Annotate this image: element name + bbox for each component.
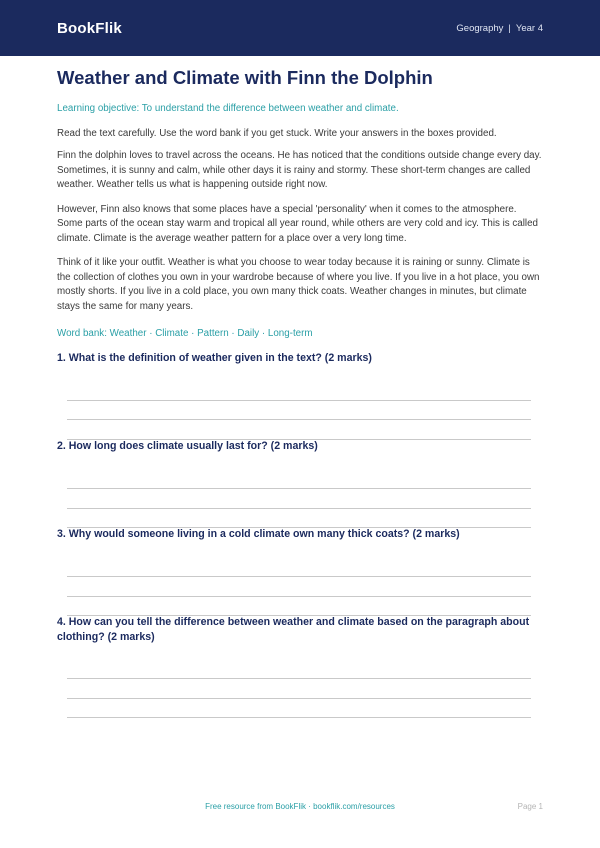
footer-resource-link[interactable]: Free resource from BookFlik · bookflik.com/resources xyxy=(205,802,395,811)
answer-line-4b[interactable] xyxy=(67,698,531,699)
answer-line-1b[interactable] xyxy=(67,419,531,420)
answer-line-3a[interactable] xyxy=(67,576,531,577)
answer-line-1a[interactable] xyxy=(67,400,531,401)
reading-paragraph-1: Finn the dolphin loves to travel across the oceans. He has noticed that the conditions outside change every day. Sometimes, it is sunny and calm, while other days it is rainy and stormy. These short-term changes are called weather. Weather tells us what is happening outside right now. xyxy=(57,150,542,190)
answer-line-3b[interactable] xyxy=(67,596,531,597)
subject-label: Geography xyxy=(456,22,504,34)
page-number: Page 1 xyxy=(517,802,543,811)
meta-separator: | xyxy=(508,22,511,34)
learning-objective: Learning objective: To understand the difference between weather and climate. xyxy=(57,103,399,114)
worksheet-title: Weather and Climate with Finn the Dolphin xyxy=(57,67,433,88)
brand-logo: BookFlik xyxy=(57,19,122,37)
subject-year-label xyxy=(456,23,543,34)
reading-paragraph-2: However, Finn also knows that some places have a special 'personality' when it comes to the atmosphere. Some parts of the ocean stay warm and tropical all year round, while others are very cold and icy. This is called climate. Climate is the average weather pattern for a place over a very long time. xyxy=(57,203,539,244)
answer-line-2b[interactable] xyxy=(67,508,531,509)
year-label: Year 4 xyxy=(515,22,543,34)
question-1: 1. What is the definition of weather given in the text? (2 marks) xyxy=(57,352,372,364)
reading-paragraph-3: Think of it like your outfit. Weather is what you choose to wear today because it is raining or sunny. Climate is the collection of clothes you own in your wardrobe because of where you live. If you live in a hot place, you own mostly shorts. If you live in a cold place, you own many thick coats. Weather changes in minutes, but climate stays the same for many years. xyxy=(57,257,540,312)
page-header xyxy=(0,0,600,56)
word-bank: Word bank: Weather · Climate · Pattern · Daily · Long-term xyxy=(57,328,313,339)
worksheet-intro xyxy=(57,64,543,340)
question-2: 2. How long does climate usually last for? (2 marks) xyxy=(57,440,318,452)
question-3: 3. Why would someone living in a cold climate own many thick coats? (2 marks) xyxy=(57,528,460,540)
instructions: Read the text carefully. Use the word bank if you get stuck. Write your answers in the boxes provided. xyxy=(57,128,497,139)
answer-line-4a[interactable] xyxy=(67,678,531,679)
answer-line-2a[interactable] xyxy=(67,488,531,489)
answer-line-4c[interactable] xyxy=(67,717,531,718)
question-4: 4. How can you tell the difference between weather and climate based on the paragraph about clothing? (2 marks) xyxy=(57,616,530,643)
